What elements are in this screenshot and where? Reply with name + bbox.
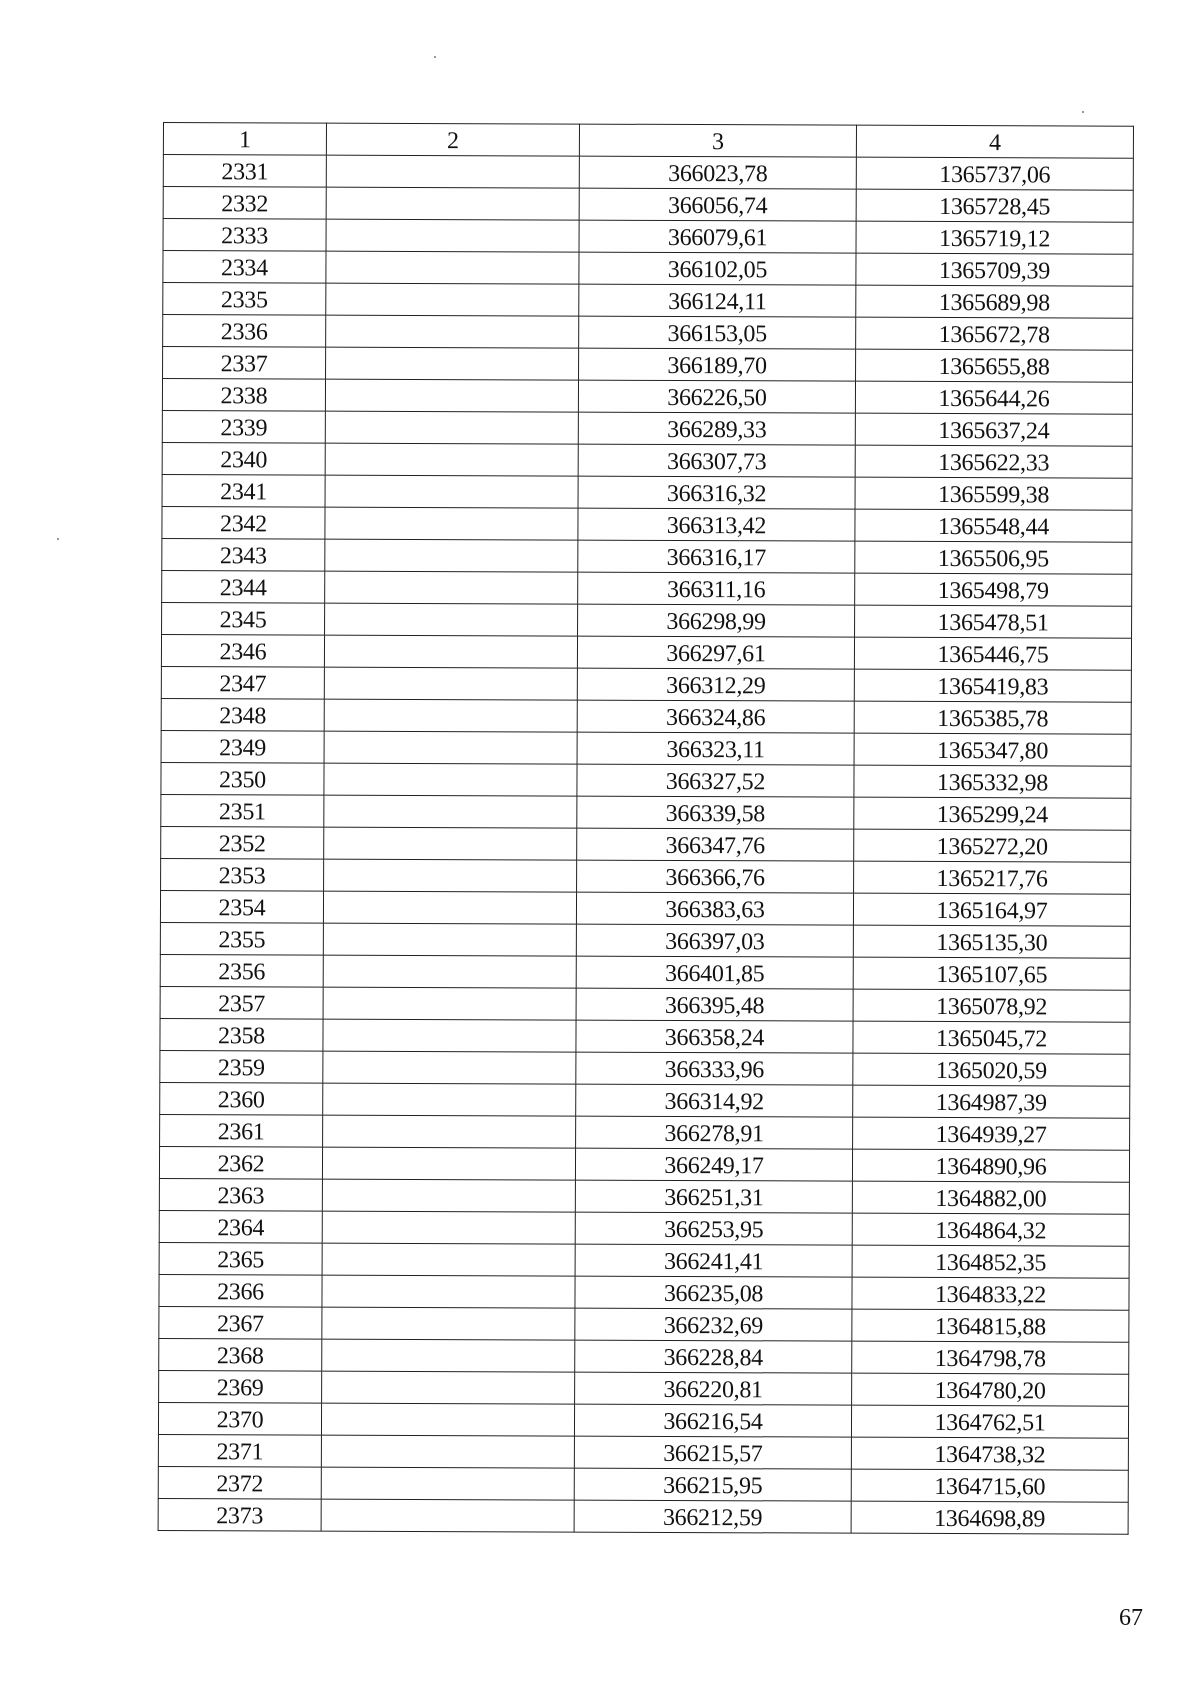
table-row: [160, 1114, 1130, 1150]
name-cell: [324, 795, 577, 828]
point-number-cell: 2356: [160, 954, 323, 987]
x-coordinate-cell: 366212,59: [574, 1500, 851, 1533]
point-number-cell: 2349: [161, 730, 324, 763]
name-cell: [323, 1115, 576, 1148]
point-number-cell: 2355: [160, 922, 323, 955]
point-number-cell: 2338: [162, 379, 325, 412]
scan-speck: [1082, 111, 1084, 113]
y-coordinate-cell: 1365498,79: [855, 573, 1132, 606]
y-coordinate-cell: 1365107,65: [853, 957, 1130, 990]
name-cell: [321, 1499, 574, 1532]
y-coordinate-cell: 1365332,98: [854, 765, 1131, 798]
x-coordinate-cell: 366395,48: [576, 988, 853, 1021]
point-number-cell: 2335: [163, 283, 326, 316]
y-coordinate-cell: 1365689,98: [856, 285, 1133, 318]
y-coordinate-cell: 1365737,06: [856, 157, 1133, 190]
y-coordinate-cell: 1365164,97: [853, 893, 1130, 926]
table-row: [162, 442, 1132, 478]
name-cell: [322, 1275, 575, 1308]
point-number-cell: 2368: [159, 1338, 322, 1371]
name-cell: [322, 1147, 575, 1180]
table-row: [162, 410, 1132, 446]
y-coordinate-cell: 1364890,96: [852, 1149, 1129, 1182]
point-number-cell: 2342: [162, 506, 325, 539]
point-number-cell: 2350: [161, 762, 324, 795]
y-coordinate-cell: 1364815,88: [852, 1309, 1129, 1342]
name-cell: [322, 1339, 575, 1372]
y-coordinate-cell: 1365548,44: [855, 509, 1132, 542]
x-coordinate-cell: 366251,31: [575, 1180, 852, 1213]
x-coordinate-cell: 366316,17: [578, 540, 855, 573]
name-cell: [321, 1403, 574, 1436]
header-row: [163, 123, 1133, 159]
x-coordinate-cell: 366189,70: [579, 348, 856, 381]
name-cell: [323, 987, 576, 1020]
name-cell: [324, 731, 577, 764]
name-cell: [326, 283, 579, 316]
x-coordinate-cell: 366278,91: [576, 1116, 853, 1149]
point-number-cell: 2363: [159, 1178, 322, 1211]
y-coordinate-cell: 1364698,89: [851, 1501, 1128, 1534]
name-cell: [326, 347, 579, 380]
point-number-cell: 2365: [159, 1242, 322, 1275]
x-coordinate-cell: 366124,11: [579, 284, 856, 317]
y-coordinate-cell: 1365644,26: [855, 381, 1132, 414]
y-coordinate-cell: 1364780,20: [852, 1373, 1129, 1406]
table-row: [160, 1018, 1130, 1054]
x-coordinate-cell: 366226,50: [578, 380, 855, 413]
table-row: [158, 1466, 1128, 1502]
name-cell: [325, 507, 578, 540]
y-coordinate-cell: 1365672,78: [856, 317, 1133, 350]
table-row: [158, 1402, 1128, 1438]
point-number-cell: 2333: [163, 219, 326, 252]
point-number-cell: 2343: [162, 538, 325, 571]
x-coordinate-cell: 366311,16: [578, 572, 855, 605]
x-coordinate-cell: 366023,78: [579, 156, 856, 189]
name-cell: [324, 763, 577, 796]
y-coordinate-cell: 1365446,75: [854, 637, 1131, 670]
x-coordinate-cell: 366312,29: [577, 668, 854, 701]
x-coordinate-cell: 366314,92: [576, 1084, 853, 1117]
y-coordinate-cell: 1364738,32: [851, 1437, 1128, 1470]
x-coordinate-cell: 366383,63: [576, 892, 853, 925]
table-row: [161, 666, 1131, 702]
x-coordinate-cell: 366289,33: [578, 412, 855, 445]
point-number-cell: 2334: [163, 251, 326, 284]
table-row: [163, 251, 1133, 287]
x-coordinate-cell: 366232,69: [575, 1308, 852, 1341]
table-row: [163, 187, 1133, 223]
x-coordinate-cell: 366253,95: [575, 1212, 852, 1245]
table-row: [163, 347, 1133, 383]
y-coordinate-cell: 1364864,32: [852, 1213, 1129, 1246]
name-cell: [322, 1371, 575, 1404]
table-row: [160, 986, 1130, 1022]
name-cell: [323, 1019, 576, 1052]
table-row: [162, 506, 1132, 542]
point-number-cell: 2358: [160, 1018, 323, 1051]
x-coordinate-cell: 366228,84: [575, 1340, 852, 1373]
name-cell: [326, 251, 579, 284]
table-row: [163, 155, 1133, 191]
point-number-cell: 2351: [161, 794, 324, 827]
y-coordinate-cell: 1364987,39: [853, 1085, 1130, 1118]
table-row: [160, 890, 1130, 926]
y-coordinate-cell: 1365637,24: [855, 413, 1132, 446]
y-coordinate-cell: 1365020,59: [853, 1053, 1130, 1086]
name-cell: [324, 667, 577, 700]
table-row: [161, 730, 1131, 766]
point-number-cell: 2337: [163, 347, 326, 380]
x-coordinate-cell: 366102,05: [579, 252, 856, 285]
table-row: [160, 1082, 1130, 1118]
y-coordinate-cell: 1364882,00: [852, 1181, 1129, 1214]
name-cell: [325, 475, 578, 508]
header-cell-col4: 4: [856, 125, 1133, 158]
y-coordinate-cell: 1364852,35: [852, 1245, 1129, 1278]
name-cell: [323, 955, 576, 988]
y-coordinate-cell: 1365299,24: [854, 797, 1131, 830]
table-row: [161, 794, 1131, 830]
name-cell: [322, 1211, 575, 1244]
x-coordinate-cell: 366366,76: [577, 860, 854, 893]
x-coordinate-cell: 366307,73: [578, 444, 855, 477]
table-row: [159, 1210, 1129, 1246]
coordinates-table: [158, 122, 1134, 1535]
name-cell: [326, 219, 579, 252]
table-row: [159, 1306, 1129, 1342]
x-coordinate-cell: 366333,96: [576, 1052, 853, 1085]
name-cell: [323, 1083, 576, 1116]
x-coordinate-cell: 366241,41: [575, 1244, 852, 1277]
name-cell: [323, 1051, 576, 1084]
x-coordinate-cell: 366215,95: [574, 1468, 851, 1501]
point-number-cell: 2336: [163, 315, 326, 348]
y-coordinate-cell: 1365622,33: [855, 445, 1132, 478]
name-cell: [325, 379, 578, 412]
point-number-cell: 2347: [161, 666, 324, 699]
point-number-cell: 2372: [158, 1466, 321, 1499]
table-row: [161, 858, 1131, 894]
header-cell-col1: 1: [163, 123, 326, 156]
name-cell: [324, 859, 577, 892]
point-number-cell: 2331: [163, 155, 326, 188]
name-cell: [322, 1179, 575, 1212]
name-cell: [322, 1243, 575, 1276]
x-coordinate-cell: 366220,81: [575, 1372, 852, 1405]
y-coordinate-cell: 1365655,88: [856, 349, 1133, 382]
point-number-cell: 2345: [162, 602, 325, 635]
name-cell: [326, 315, 579, 348]
point-number-cell: 2364: [159, 1210, 322, 1243]
y-coordinate-cell: 1364833,22: [852, 1277, 1129, 1310]
y-coordinate-cell: 1365272,20: [854, 829, 1131, 862]
table-row: [162, 538, 1132, 574]
point-number-cell: 2370: [158, 1402, 321, 1435]
header-cell-col3: 3: [579, 124, 856, 157]
x-coordinate-cell: 366327,52: [577, 764, 854, 797]
x-coordinate-cell: 366316,32: [578, 476, 855, 509]
x-coordinate-cell: 366215,57: [574, 1436, 851, 1469]
table-row: [162, 570, 1132, 606]
table-row: [159, 1178, 1129, 1214]
x-coordinate-cell: 366323,11: [577, 732, 854, 765]
table-header: [163, 123, 1133, 159]
x-coordinate-cell: 366358,24: [576, 1020, 853, 1053]
table-row: [160, 922, 1130, 958]
scan-speck: [57, 538, 59, 540]
table-row: [160, 954, 1130, 990]
table-row: [162, 379, 1132, 415]
y-coordinate-cell: 1365217,76: [854, 861, 1131, 894]
y-coordinate-cell: 1364762,51: [851, 1405, 1128, 1438]
y-coordinate-cell: 1365045,72: [853, 1021, 1130, 1054]
x-coordinate-cell: 366339,58: [577, 796, 854, 829]
point-number-cell: 2339: [162, 410, 325, 443]
table-row: [159, 1146, 1129, 1182]
table-row: [159, 1242, 1129, 1278]
point-number-cell: 2353: [161, 858, 324, 891]
name-cell: [326, 155, 579, 188]
x-coordinate-cell: 366297,61: [577, 636, 854, 669]
point-number-cell: 2373: [158, 1498, 321, 1531]
y-coordinate-cell: 1365599,38: [855, 477, 1132, 510]
point-number-cell: 2361: [160, 1114, 323, 1147]
point-number-cell: 2341: [162, 474, 325, 507]
x-coordinate-cell: 366153,05: [579, 316, 856, 349]
table-row: [163, 315, 1133, 351]
table-row: [162, 474, 1132, 510]
name-cell: [324, 827, 577, 860]
name-cell: [324, 699, 577, 732]
point-number-cell: 2354: [160, 890, 323, 923]
x-coordinate-cell: 366324,86: [577, 700, 854, 733]
y-coordinate-cell: 1365419,83: [854, 669, 1131, 702]
x-coordinate-cell: 366397,03: [576, 924, 853, 957]
name-cell: [325, 603, 578, 636]
y-coordinate-cell: 1365709,39: [856, 253, 1133, 286]
point-number-cell: 2348: [161, 698, 324, 731]
page-number: 67: [1119, 1605, 1143, 1631]
table-row: [159, 1370, 1129, 1406]
y-coordinate-cell: 1365078,92: [853, 989, 1130, 1022]
x-coordinate-cell: 366313,42: [578, 508, 855, 541]
table-row: [159, 1338, 1129, 1374]
table-row: [161, 826, 1131, 862]
name-cell: [325, 443, 578, 476]
table-row: [159, 1274, 1129, 1310]
point-number-cell: 2371: [158, 1434, 321, 1467]
name-cell: [326, 187, 579, 220]
x-coordinate-cell: 366056,74: [579, 188, 856, 221]
name-cell: [322, 1307, 575, 1340]
y-coordinate-cell: 1365719,12: [856, 221, 1133, 254]
table-row: [161, 698, 1131, 734]
name-cell: [323, 891, 576, 924]
point-number-cell: 2352: [161, 826, 324, 859]
point-number-cell: 2346: [161, 634, 324, 667]
table-row: [158, 1434, 1128, 1470]
y-coordinate-cell: 1365347,80: [854, 733, 1131, 766]
point-number-cell: 2366: [159, 1274, 322, 1307]
table-row: [163, 283, 1133, 319]
name-cell: [325, 571, 578, 604]
point-number-cell: 2367: [159, 1306, 322, 1339]
x-coordinate-cell: 366298,99: [578, 604, 855, 637]
scan-speck: [434, 56, 436, 58]
table-row: [161, 634, 1131, 670]
y-coordinate-cell: 1365478,51: [855, 605, 1132, 638]
point-number-cell: 2340: [162, 442, 325, 475]
point-number-cell: 2369: [159, 1370, 322, 1403]
y-coordinate-cell: 1364715,60: [851, 1469, 1128, 1502]
y-coordinate-cell: 1365385,78: [854, 701, 1131, 734]
point-number-cell: 2332: [163, 187, 326, 220]
table-body: [158, 155, 1133, 1535]
table-row: [158, 1498, 1128, 1534]
name-cell: [324, 635, 577, 668]
point-number-cell: 2360: [160, 1082, 323, 1115]
name-cell: [325, 411, 578, 444]
y-coordinate-cell: 1364939,27: [853, 1117, 1130, 1150]
x-coordinate-cell: 366235,08: [575, 1276, 852, 1309]
table-row: [163, 219, 1133, 255]
name-cell: [325, 539, 578, 572]
point-number-cell: 2359: [160, 1050, 323, 1083]
x-coordinate-cell: 366401,85: [576, 956, 853, 989]
point-number-cell: 2357: [160, 986, 323, 1019]
header-cell-col2: 2: [326, 123, 579, 156]
point-number-cell: 2362: [159, 1146, 322, 1179]
y-coordinate-cell: 1364798,78: [852, 1341, 1129, 1374]
point-number-cell: 2344: [162, 570, 325, 603]
table-row: [161, 762, 1131, 798]
table-row: [162, 602, 1132, 638]
y-coordinate-cell: 1365728,45: [856, 189, 1133, 222]
x-coordinate-cell: 366347,76: [577, 828, 854, 861]
name-cell: [323, 923, 576, 956]
x-coordinate-cell: 366216,54: [574, 1404, 851, 1437]
x-coordinate-cell: 366079,61: [579, 220, 856, 253]
x-coordinate-cell: 366249,17: [575, 1148, 852, 1181]
name-cell: [321, 1467, 574, 1500]
y-coordinate-cell: 1365506,95: [855, 541, 1132, 574]
table-row: [160, 1050, 1130, 1086]
name-cell: [321, 1435, 574, 1468]
y-coordinate-cell: 1365135,30: [853, 925, 1130, 958]
